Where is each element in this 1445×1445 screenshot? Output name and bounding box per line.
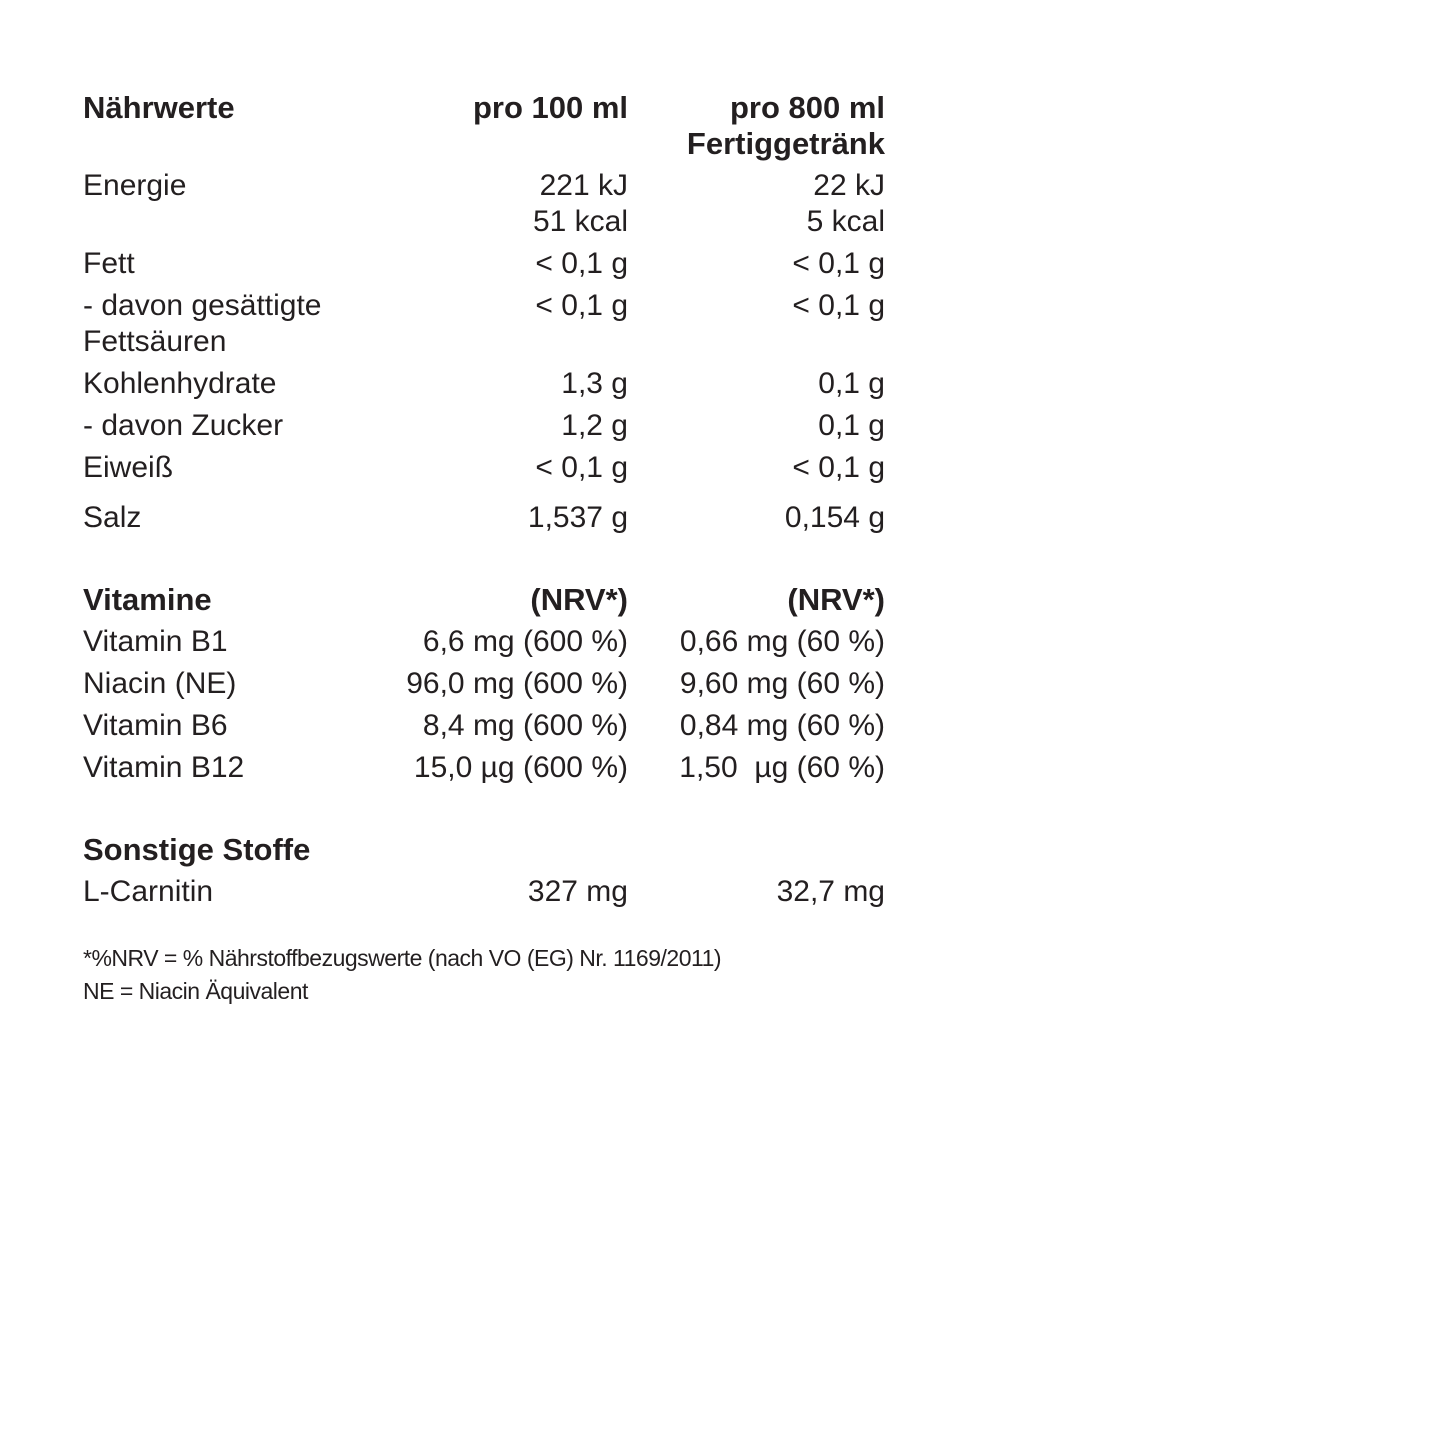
fett-col1: < 0,1 g <box>535 247 628 280</box>
vitamin-b1-label: Vitamin B1 <box>83 625 228 658</box>
vitamine-header-label: Vitamine <box>83 582 212 617</box>
fett-col2: < 0,1 g <box>792 247 885 280</box>
vitamine-header-col1: (NRV*) <box>530 582 628 617</box>
vitamin-b12-col1: 15,0 µg (600 %) <box>413 751 628 784</box>
gesaettigt-col1: < 0,1 g <box>535 289 628 322</box>
energie-col1 <box>383 168 628 240</box>
vitamin-b12-col2: 1,50 µg (60 %) <box>679 751 885 784</box>
kohlenhydrate-label: Kohlenhydrate <box>83 367 277 400</box>
vitamin-b12-row <box>83 750 885 786</box>
zucker-label: - davon Zucker <box>83 409 284 442</box>
niacin-label: Niacin (NE) <box>83 667 237 700</box>
footnote-ne: NE = Niacin Äquivalent <box>83 978 308 1004</box>
energie-col1-kcal: 51 kcal <box>532 205 628 238</box>
vitamine-header-row <box>83 582 885 618</box>
carnitin-col2: 32,7 mg <box>776 875 885 908</box>
salz-col1: 1,537 g <box>527 501 628 534</box>
eiweiss-col1: < 0,1 g <box>535 451 628 484</box>
sonstige-header-label: Sonstige Stoffe <box>83 832 311 867</box>
kohlenhydrate-row <box>83 366 885 402</box>
carnitin-label: L-Carnitin <box>83 875 214 908</box>
carnitin-row <box>83 874 885 910</box>
eiweiss-col2: < 0,1 g <box>792 451 885 484</box>
nutrition-header-col1: pro 100 ml <box>472 90 628 125</box>
energie-col2-kj: 22 kJ <box>813 169 885 202</box>
energie-row <box>83 168 885 240</box>
vitamin-b12-label: Vitamin B12 <box>83 751 245 784</box>
kohlenhydrate-col2: 0,1 g <box>818 367 885 400</box>
nutrition-table <box>83 90 885 1008</box>
vitamin-b6-label: Vitamin B6 <box>83 709 228 742</box>
nutrition-header-col2-line2: Fertiggetränk <box>686 126 885 161</box>
vitamin-b6-col1: 8,4 mg (600 %) <box>422 709 628 742</box>
energie-label: Energie <box>83 169 187 202</box>
zucker-row <box>83 408 885 444</box>
gesaettigt-label <box>83 288 383 360</box>
eiweiss-label: Eiweiß <box>83 451 174 484</box>
fett-row <box>83 246 885 282</box>
vitamin-b1-row <box>83 624 885 660</box>
fett-label: Fett <box>83 247 135 280</box>
vitamin-b1-col1: 6,6 mg (600 %) <box>422 625 628 658</box>
gesaettigt-label-line1: - davon gesättigte <box>83 289 322 322</box>
nutrition-header-col2-line1: pro 800 ml <box>729 90 885 125</box>
kohlenhydrate-col1: 1,3 g <box>561 367 628 400</box>
niacin-row <box>83 666 885 702</box>
eiweiss-row <box>83 450 885 486</box>
niacin-col2: 9,60 mg (60 %) <box>679 667 885 700</box>
energie-col1-kj: 221 kJ <box>539 169 628 202</box>
gesaettigt-label-line2: Fettsäuren <box>83 325 227 358</box>
gesaettigt-row <box>83 288 885 360</box>
footnotes <box>83 942 885 1008</box>
energie-col2 <box>628 168 885 240</box>
carnitin-col1: 327 mg <box>527 875 628 908</box>
salz-label: Salz <box>83 501 142 534</box>
salz-col2: 0,154 g <box>784 501 885 534</box>
nutrition-header-label: Nährwerte <box>83 90 235 125</box>
vitamin-b6-row <box>83 708 885 744</box>
energie-col2-kcal: 5 kcal <box>806 205 885 238</box>
niacin-col1: 96,0 mg (600 %) <box>406 667 628 700</box>
vitamin-b1-col2: 0,66 mg (60 %) <box>679 625 885 658</box>
vitamine-header-col2: (NRV*) <box>787 582 885 617</box>
nutrition-header-col2 <box>628 90 885 162</box>
sonstige-header-row <box>83 832 885 868</box>
footnote-nrv: *%NRV = % Nährstoffbezugswerte (nach VO (EG) Nr. 1169/2011) <box>83 945 722 971</box>
vitamin-b6-col2: 0,84 mg (60 %) <box>679 709 885 742</box>
zucker-col2: 0,1 g <box>818 409 885 442</box>
gesaettigt-col2: < 0,1 g <box>792 289 885 322</box>
nutrition-header-row <box>83 90 885 162</box>
zucker-col1: 1,2 g <box>561 409 628 442</box>
salz-row <box>83 500 885 536</box>
